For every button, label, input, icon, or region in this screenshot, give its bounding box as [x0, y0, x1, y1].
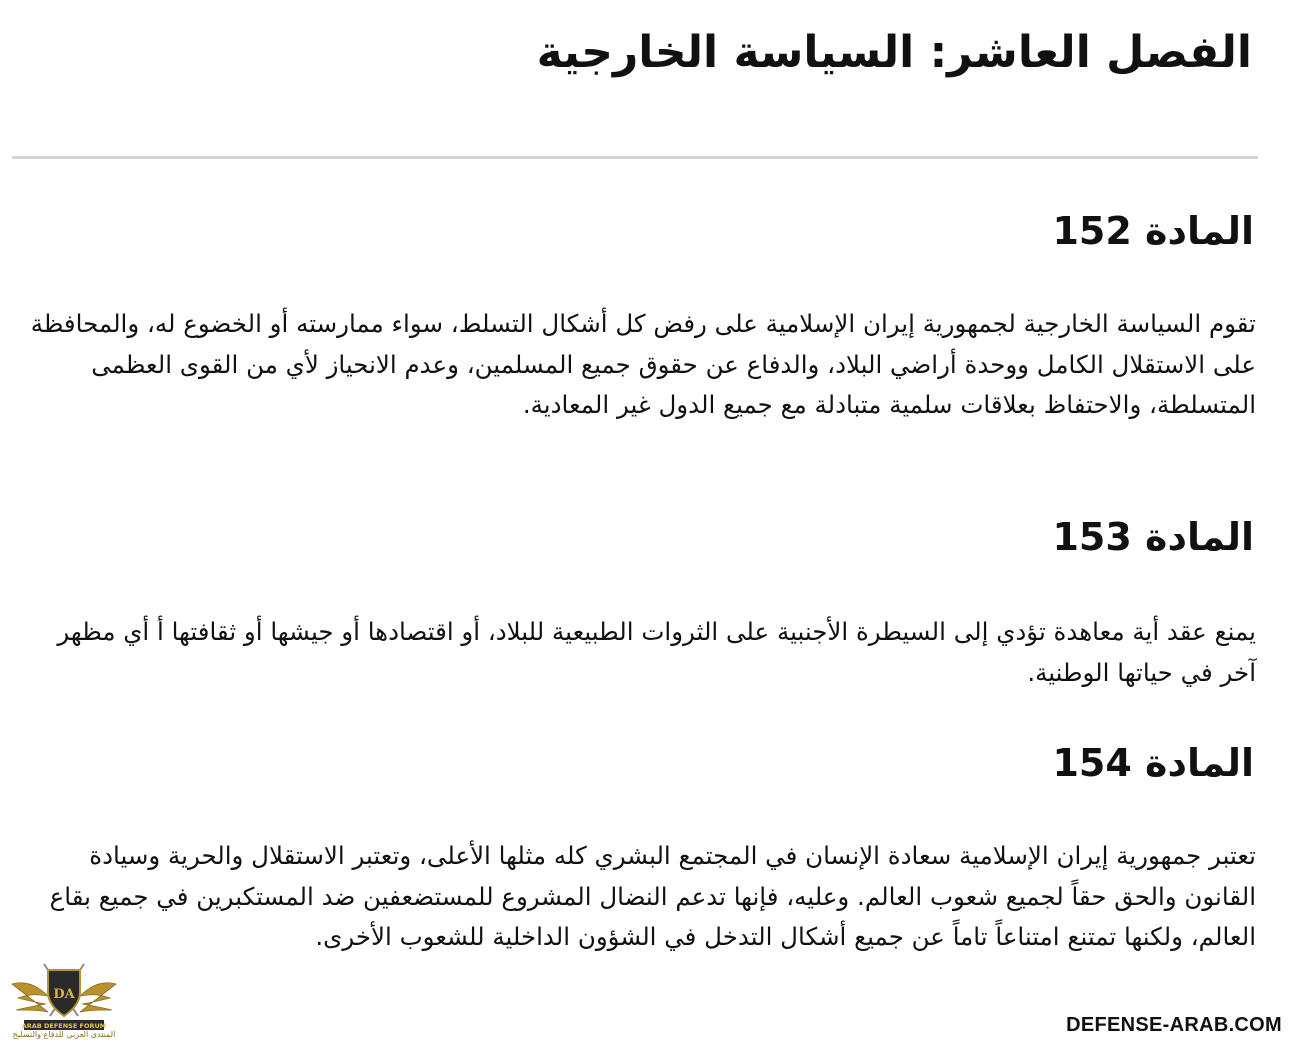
- logo-left-wing: [12, 983, 48, 1012]
- logo-right-wing: [80, 983, 116, 1012]
- article-heading-153: المادة 153: [1052, 515, 1254, 559]
- article-heading-152: المادة 152: [1052, 209, 1254, 253]
- article-body-152: تقوم السياسة الخارجية لجمهورية إيران الإسلامية على رفض كل أشكال التسلط، سواء ممارسته أو الخضوع له، والمحافظة على الاستقلال الكامل ووحدة أراضي البلاد، والدفاع عن حقوق جميع المسلمين، وعدم الانحياز لأي من القوى العظمى المتسلطة، والاحتفاظ بعلاقات سلمية متبادلة مع جميع الدول غير المعادية.: [30, 309, 1256, 419]
- article-body-154: تعتبر جمهورية إيران الإسلامية سعادة الإنسان في المجتمع البشري كله مثلها الأعلى، وتعتبر الاستقلال والحرية وسيادة القانون والحق حقاً لجميع شعوب العالم. وعليه، فإنها تدعم النضال المشروع للمستضعفين ضد المستكبرين في جميع بقاع العالم، ولكنها تمتنع امتناعاً تاماً عن جميع أشكال التدخل في الشؤون الداخلية للشعوب الأخرى.: [49, 841, 1256, 951]
- chapter-title: الفصل العاشر: السياسة الخارجية: [536, 27, 1252, 78]
- section-divider: [12, 156, 1258, 159]
- logo-subtitle: المنتدى العربي للدفاع والتسليح: [12, 1030, 116, 1039]
- logo-monogram: DA: [53, 987, 75, 1002]
- article-body-153: يمنع عقد أية معاهدة تؤدي إلى السيطرة الأجنبية على الثروات الطبيعية للبلاد، أو اقتصادها أو جيشها أو ثقافتها أ أي مظهر آخر في حياتها الوطنية.: [57, 617, 1256, 687]
- logo-banner-text: ARAB DEFENSE FORUM: [21, 1022, 107, 1030]
- article-heading-154: المادة 154: [1052, 741, 1254, 785]
- site-watermark: DEFENSE-ARAB.COM: [1066, 1014, 1282, 1036]
